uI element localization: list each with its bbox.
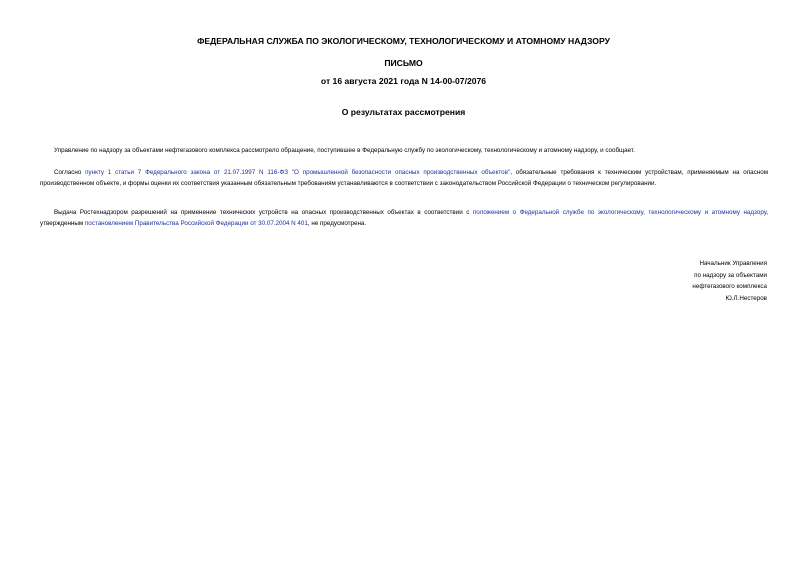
signature-block <box>692 258 767 304</box>
paragraph-1 <box>40 145 768 156</box>
signature-position-line-3: нефтегазового комплекса <box>692 283 767 290</box>
paragraph-3-text-after: , не предусмотрена. <box>307 220 367 227</box>
issuing-authority: ФЕДЕРАЛЬНАЯ СЛУЖБА ПО ЭКОЛОГИЧЕСКОМУ, ТЕХНОЛОГИЧЕСКОМУ И АТОМНОМУ НАДЗОРУ <box>197 36 610 46</box>
government-decree-link[interactable]: постановлением Правительства Российской Федерации от 30.07.2004 N 401 <box>84 220 308 227</box>
regulation-link[interactable]: положением о Федеральной службе по экологическому, технологическому и атомному надзору <box>472 209 767 216</box>
paragraph-2-text-before: Согласно <box>54 169 86 176</box>
paragraph-3 <box>40 207 768 229</box>
signature-position-line-2: по надзору за объектами <box>694 271 767 279</box>
document-type: ПИСЬМО <box>384 58 423 68</box>
paragraph-2-text-after: , обязательные требования к техническим устройствам, применяемым на опасном производственном объекте, и формы оценки их соответствия указанным обязательным требованиям устанавливаются в соответствии с законодательством Российской Федерации о техническом регулировании. <box>40 169 768 187</box>
signatory-name: Ю.Л.Нестеров <box>725 294 767 302</box>
document-title: О результатах рассмотрения <box>341 107 466 117</box>
paragraph-3-text-before: Выдача Ростехнадзором разрешений на применение технических устройств на опасных производственных объектах в соответствии с <box>54 209 473 216</box>
paragraph-3-text-middle: , утвержденным <box>40 209 768 227</box>
paragraph-2 <box>40 167 768 189</box>
signature-position-line-1: Начальник Управления <box>699 260 767 267</box>
law-article-link[interactable]: пункту 1 статьи 7 Федерального закона от 21.07.1997 N 116-ФЗ "О промышленной безопасности опасных производственных объектов" <box>85 169 511 176</box>
paragraph-1-text: Управление по надзору за объектами нефтегазового комплекса рассмотрело обращение, поступившее в Федеральную службу по экологическому, технологическому и атомному надзору, и сообщает. <box>54 147 635 154</box>
document-date-number: от 16 августа 2021 года N 14-00-07/2076 <box>320 76 487 86</box>
